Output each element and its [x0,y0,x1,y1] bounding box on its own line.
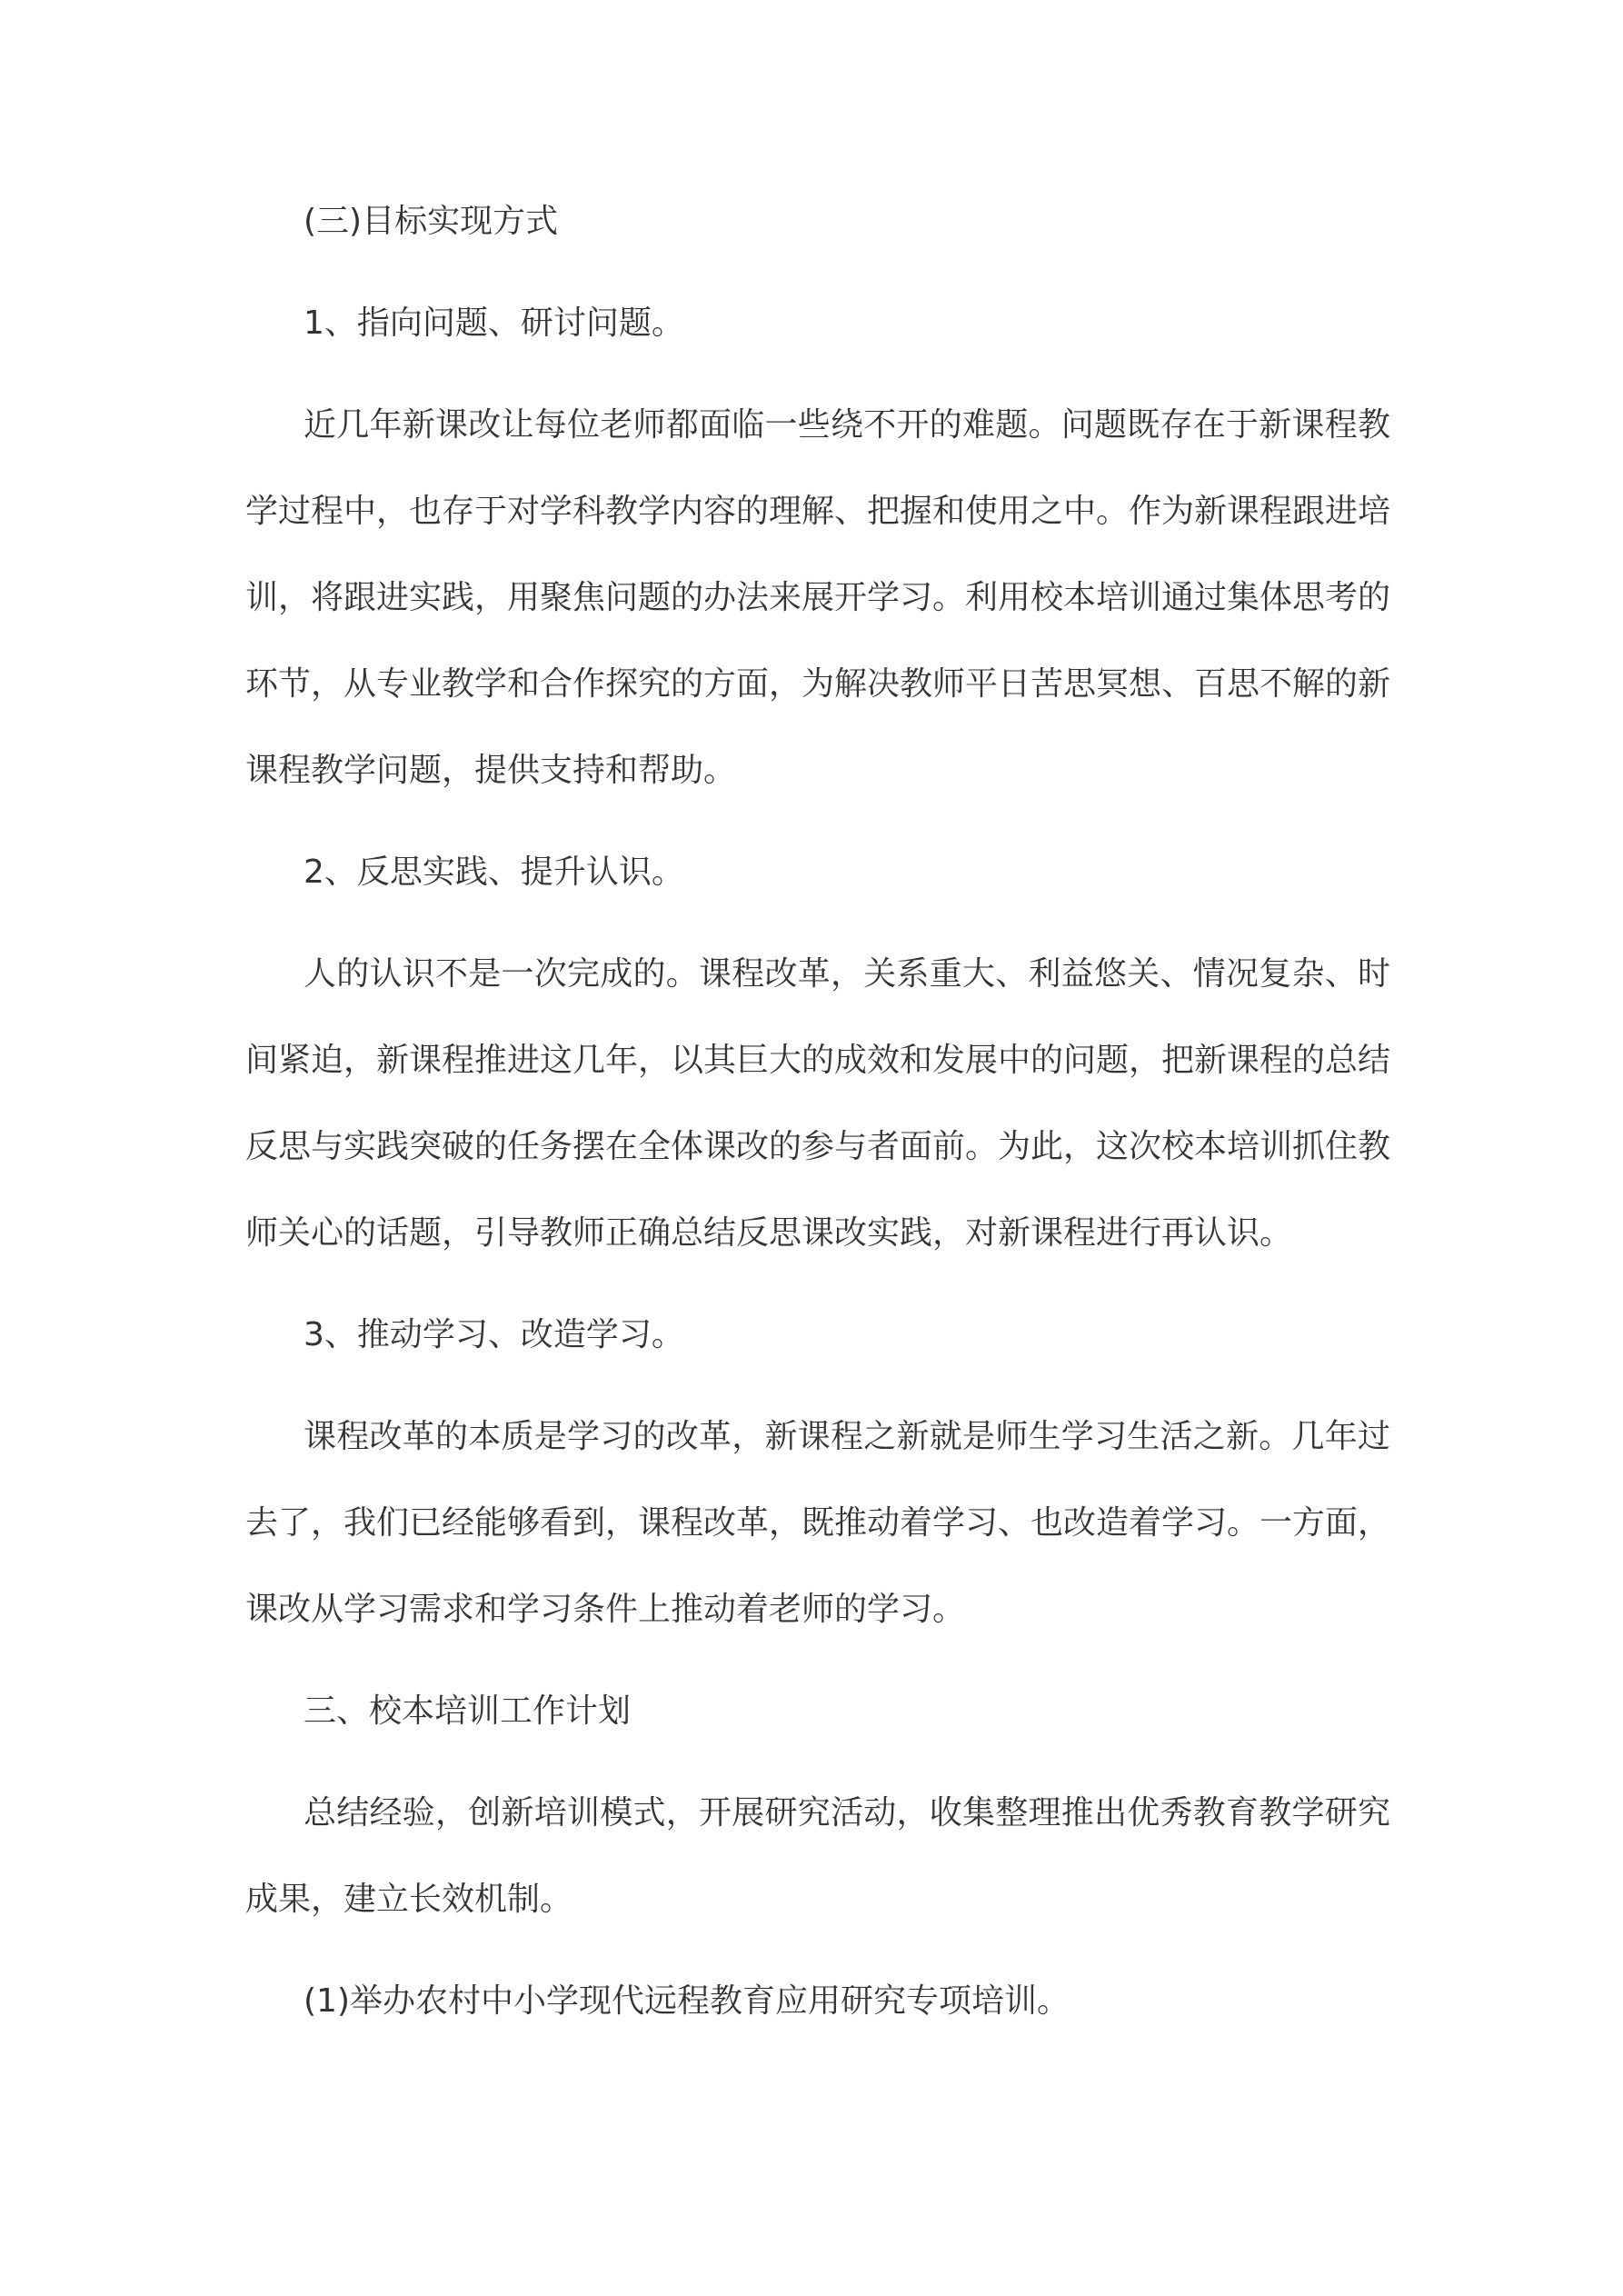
list-item-1: (1)举办农村中小学现代远程教育应用研究专项培训。 [304,1982,1070,2020]
document-body [245,178,1390,2060]
item-heading-2: 2、反思实践、提升认识。 [304,854,684,891]
body-paragraph-4: 总结经验，创新培训模式，开展研究活动，收集整理推出优秀教育教学研究成果，建立长效机制。 [245,1794,1390,1918]
item-heading-3: 3、推动学习、改造学习。 [304,1316,684,1353]
section-heading: 三、校本培训工作计划 [304,1692,632,1730]
body-paragraph-2: 人的认识不是一次完成的。课程改革，关系重大、利益悠关、情况复杂、时间紧迫，新课程推进这几年，以其巨大的成效和发展中的问题，把新课程的总结反思与实践突破的任务摆在全体课改的参与者面前。为此，这次校本培训抓住教师关心的话题，引导教师正确总结反思课改实践，对新课程进行再认识。 [245,955,1391,1252]
body-paragraph-1: 近几年新课改让每位老师都面临一些绕不开的难题。问题既存在于新课程教学过程中，也存于对学科教学内容的理解、把握和使用之中。作为新课程跟进培训，将跟进实践，用聚焦问题的办法来展开学习。利用校本培训通过集体思考的环节，从专业教学和合作探究的方面，为解决教师平日苦思冥想、百思不解的新课程教学问题，提供支持和帮助。 [245,406,1391,789]
body-paragraph-3: 课程改革的本质是学习的改革，新课程之新就是师生学习生活之新。几年过去了，我们已经能够看到，课程改革，既推动着学习、也改造着学习。一方面，课改从学习需求和学习条件上推动着老师的学习。 [245,1418,1391,1628]
subsection-heading: (三)目标实现方式 [304,203,559,240]
item-heading-1: 1、指向问题、研讨问题。 [304,304,684,342]
